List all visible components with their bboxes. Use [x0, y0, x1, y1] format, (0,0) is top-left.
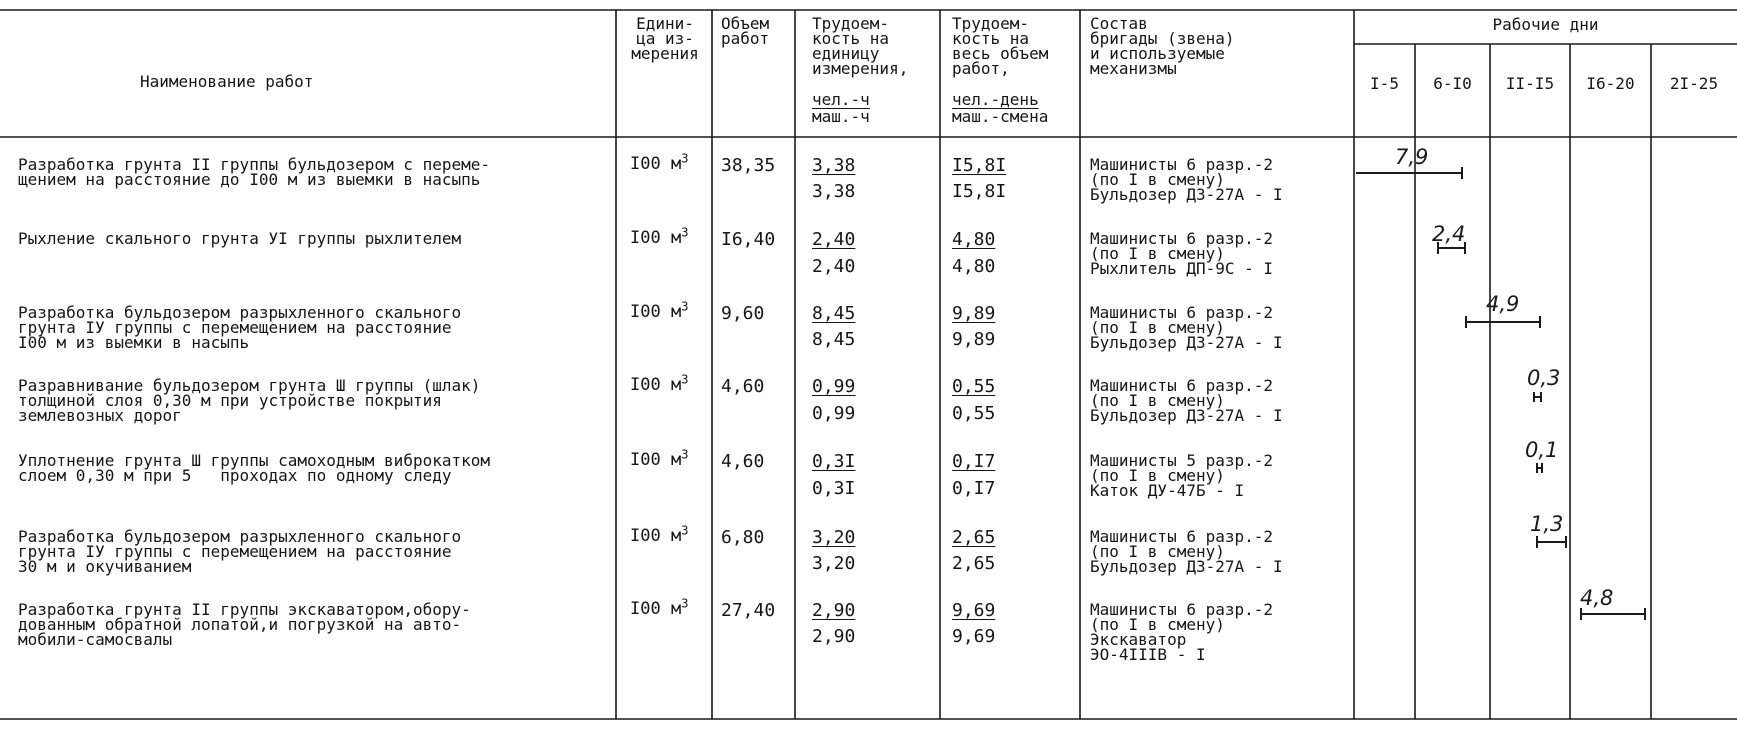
- header-period: I-5: [1370, 74, 1399, 93]
- row-unit: I00 $м^3$: [630, 299, 689, 322]
- row-labor-total-bottom: 9,69: [952, 626, 996, 647]
- gantt-bar: [1466, 316, 1540, 328]
- row-volume: 27,40: [721, 600, 776, 621]
- row-duration-label: 2,4: [1432, 222, 1466, 246]
- gantt-bars: [1356, 167, 1645, 620]
- row-duration-label: 4,9: [1486, 292, 1520, 316]
- row-duration-label: 1,3: [1530, 512, 1564, 536]
- row-volume: 9,60: [721, 303, 765, 324]
- row-labor-total-bottom: 9,89: [952, 329, 996, 350]
- row-labor-total-bottom: 4,80: [952, 256, 996, 277]
- row-labor-unit-top: 3,38: [812, 155, 856, 176]
- header-period: 2I-25: [1669, 74, 1719, 93]
- row-labor-total-bottom: 0,I7: [952, 478, 996, 499]
- row-labor-unit-top: 2,40: [812, 229, 856, 250]
- row-labor-unit-bottom: 3,38: [812, 181, 856, 202]
- row-work-name: Разработка грунта II группы экскаватором,обору- дованным обратной лопатой,и погрузкой на авто- мобили-самосвалы: [18, 600, 471, 649]
- gantt-bar: [1537, 536, 1566, 548]
- row-labor-total-top: 9,89: [952, 303, 996, 324]
- header-labor-total: Трудоем- кость на весь объем работ,: [952, 14, 1049, 78]
- row-unit: I00 $м^3$: [630, 151, 689, 174]
- row-duration-label: 7,9: [1395, 145, 1429, 169]
- header-volume: Объем работ: [721, 14, 770, 48]
- row-duration-label: 0,3: [1527, 366, 1561, 390]
- row-volume: 6,80: [721, 527, 765, 548]
- header-period: II-I5: [1505, 74, 1555, 93]
- row-labor-unit-top: 0,99: [812, 376, 856, 397]
- row-labor-total-bottom: 2,65: [952, 553, 996, 574]
- row-labor-unit-top: 0,3I: [812, 451, 856, 472]
- row-unit: I00 $м^3$: [630, 225, 689, 248]
- row-work-name: Уплотнение грунта Ш группы самоходным виброкатком слоем 0,30 м при 5 проходах по одному следу: [18, 451, 491, 485]
- row-labor-unit-bottom: 0,3I: [812, 478, 856, 499]
- header-unit: Едини- ца из- мерения: [631, 14, 699, 63]
- row-crew: Машинисты 6 разр.-2 (по I в смену) Рыхлитель ДП-9С - I: [1090, 229, 1274, 278]
- row-work-name: Разравнивание бульдозером грунта Ш группы (шлак) толщиной слоя 0,30 м при устройстве покрытия землевозных дорог: [18, 376, 481, 425]
- row-crew: Машинисты 6 разр.-2 (по I в смену) Бульдозер ДЗ-27А - I: [1090, 303, 1283, 352]
- row-crew: Машинисты 6 разр.-2 (по I в смену) Бульдозер ДЗ-27А - I: [1090, 155, 1283, 204]
- row-unit: I00 $м^3$: [630, 596, 689, 619]
- row-labor-unit-bottom: 2,40: [812, 256, 856, 277]
- row-labor-total-bottom: 0,55: [952, 403, 996, 424]
- header-crew: Состав бригады (звена) и используемые механизмы: [1090, 14, 1235, 78]
- header-labor-unit-den: маш.-ч: [812, 107, 870, 126]
- row-labor-total-top: 0,55: [952, 376, 996, 397]
- row-unit: I00 $м^3$: [630, 372, 689, 395]
- row-volume: 38,35: [721, 155, 776, 176]
- row-labor-total-top: 0,I7: [952, 451, 996, 472]
- header-labor-unit: Трудоем- кость на единицу измерения,: [812, 14, 909, 78]
- header-name: Наименование работ: [140, 72, 314, 91]
- row-labor-unit-bottom: 2,90: [812, 626, 856, 647]
- header-workdays: Рабочие дни: [1492, 15, 1599, 34]
- row-volume: 4,60: [721, 451, 765, 472]
- row-unit: I00 $м^3$: [630, 523, 689, 546]
- row-work-name: Разработка грунта II группы бульдозером с переме- щением на расстояние до I00 м из выемки в насыпь: [18, 155, 491, 189]
- header-labor-unit-num: чел.-ч: [812, 90, 870, 109]
- header-labor-total-den: маш.-смена: [952, 107, 1049, 126]
- header-period: 6-I0: [1433, 74, 1472, 93]
- row-work-name: Разработка бульдозером разрыхленного скального грунта IУ группы с перемещением на расстояние 30 м и окучиванием: [18, 527, 462, 576]
- row-labor-unit-bottom: 3,20: [812, 553, 856, 574]
- row-volume: 4,60: [721, 376, 765, 397]
- row-labor-unit-bottom: 0,99: [812, 403, 856, 424]
- row-labor-total-bottom: I5,8I: [952, 181, 1007, 202]
- row-volume: I6,40: [721, 229, 776, 250]
- row-labor-unit-bottom: 8,45: [812, 329, 856, 350]
- row-duration-label: 4,8: [1580, 586, 1614, 610]
- row-labor-total-top: 2,65: [952, 527, 996, 548]
- row-work-name: Разработка бульдозером разрыхленного скального грунта IУ группы с перемещением на расстояние I00 м из выемки в насыпь: [18, 303, 462, 352]
- row-crew: Машинисты 6 разр.-2 (по I в смену) Бульдозер ДЗ-27А - I: [1090, 376, 1283, 425]
- row-crew: Машинисты 6 разр.-2 (по I в смену) Экскаватор ЭО-4IIIВ - I: [1090, 600, 1274, 664]
- row-work-name: Рыхление скального грунта УI группы рыхлителем: [18, 229, 462, 248]
- row-duration-label: 0,1: [1525, 438, 1559, 462]
- header-period: I6-20: [1586, 74, 1635, 93]
- row-labor-unit-top: 2,90: [812, 600, 856, 621]
- gantt-bar: [1534, 392, 1541, 402]
- row-labor-total-top: 9,69: [952, 600, 996, 621]
- row-labor-unit-top: 8,45: [812, 303, 856, 324]
- row-labor-total-top: 4,80: [952, 229, 996, 250]
- gantt-bar: [1537, 463, 1542, 473]
- header-labor-total-num: чел.-день: [952, 90, 1039, 109]
- row-labor-unit-top: 3,20: [812, 527, 856, 548]
- row-labor-total-top: I5,8I: [952, 155, 1007, 176]
- row-unit: I00 $м^3$: [630, 447, 689, 470]
- row-crew: Машинисты 5 разр.-2 (по I в смену) Каток ДУ-47Б - I: [1090, 451, 1274, 500]
- row-crew: Машинисты 6 разр.-2 (по I в смену) Бульдозер ДЗ-27А - I: [1090, 527, 1283, 576]
